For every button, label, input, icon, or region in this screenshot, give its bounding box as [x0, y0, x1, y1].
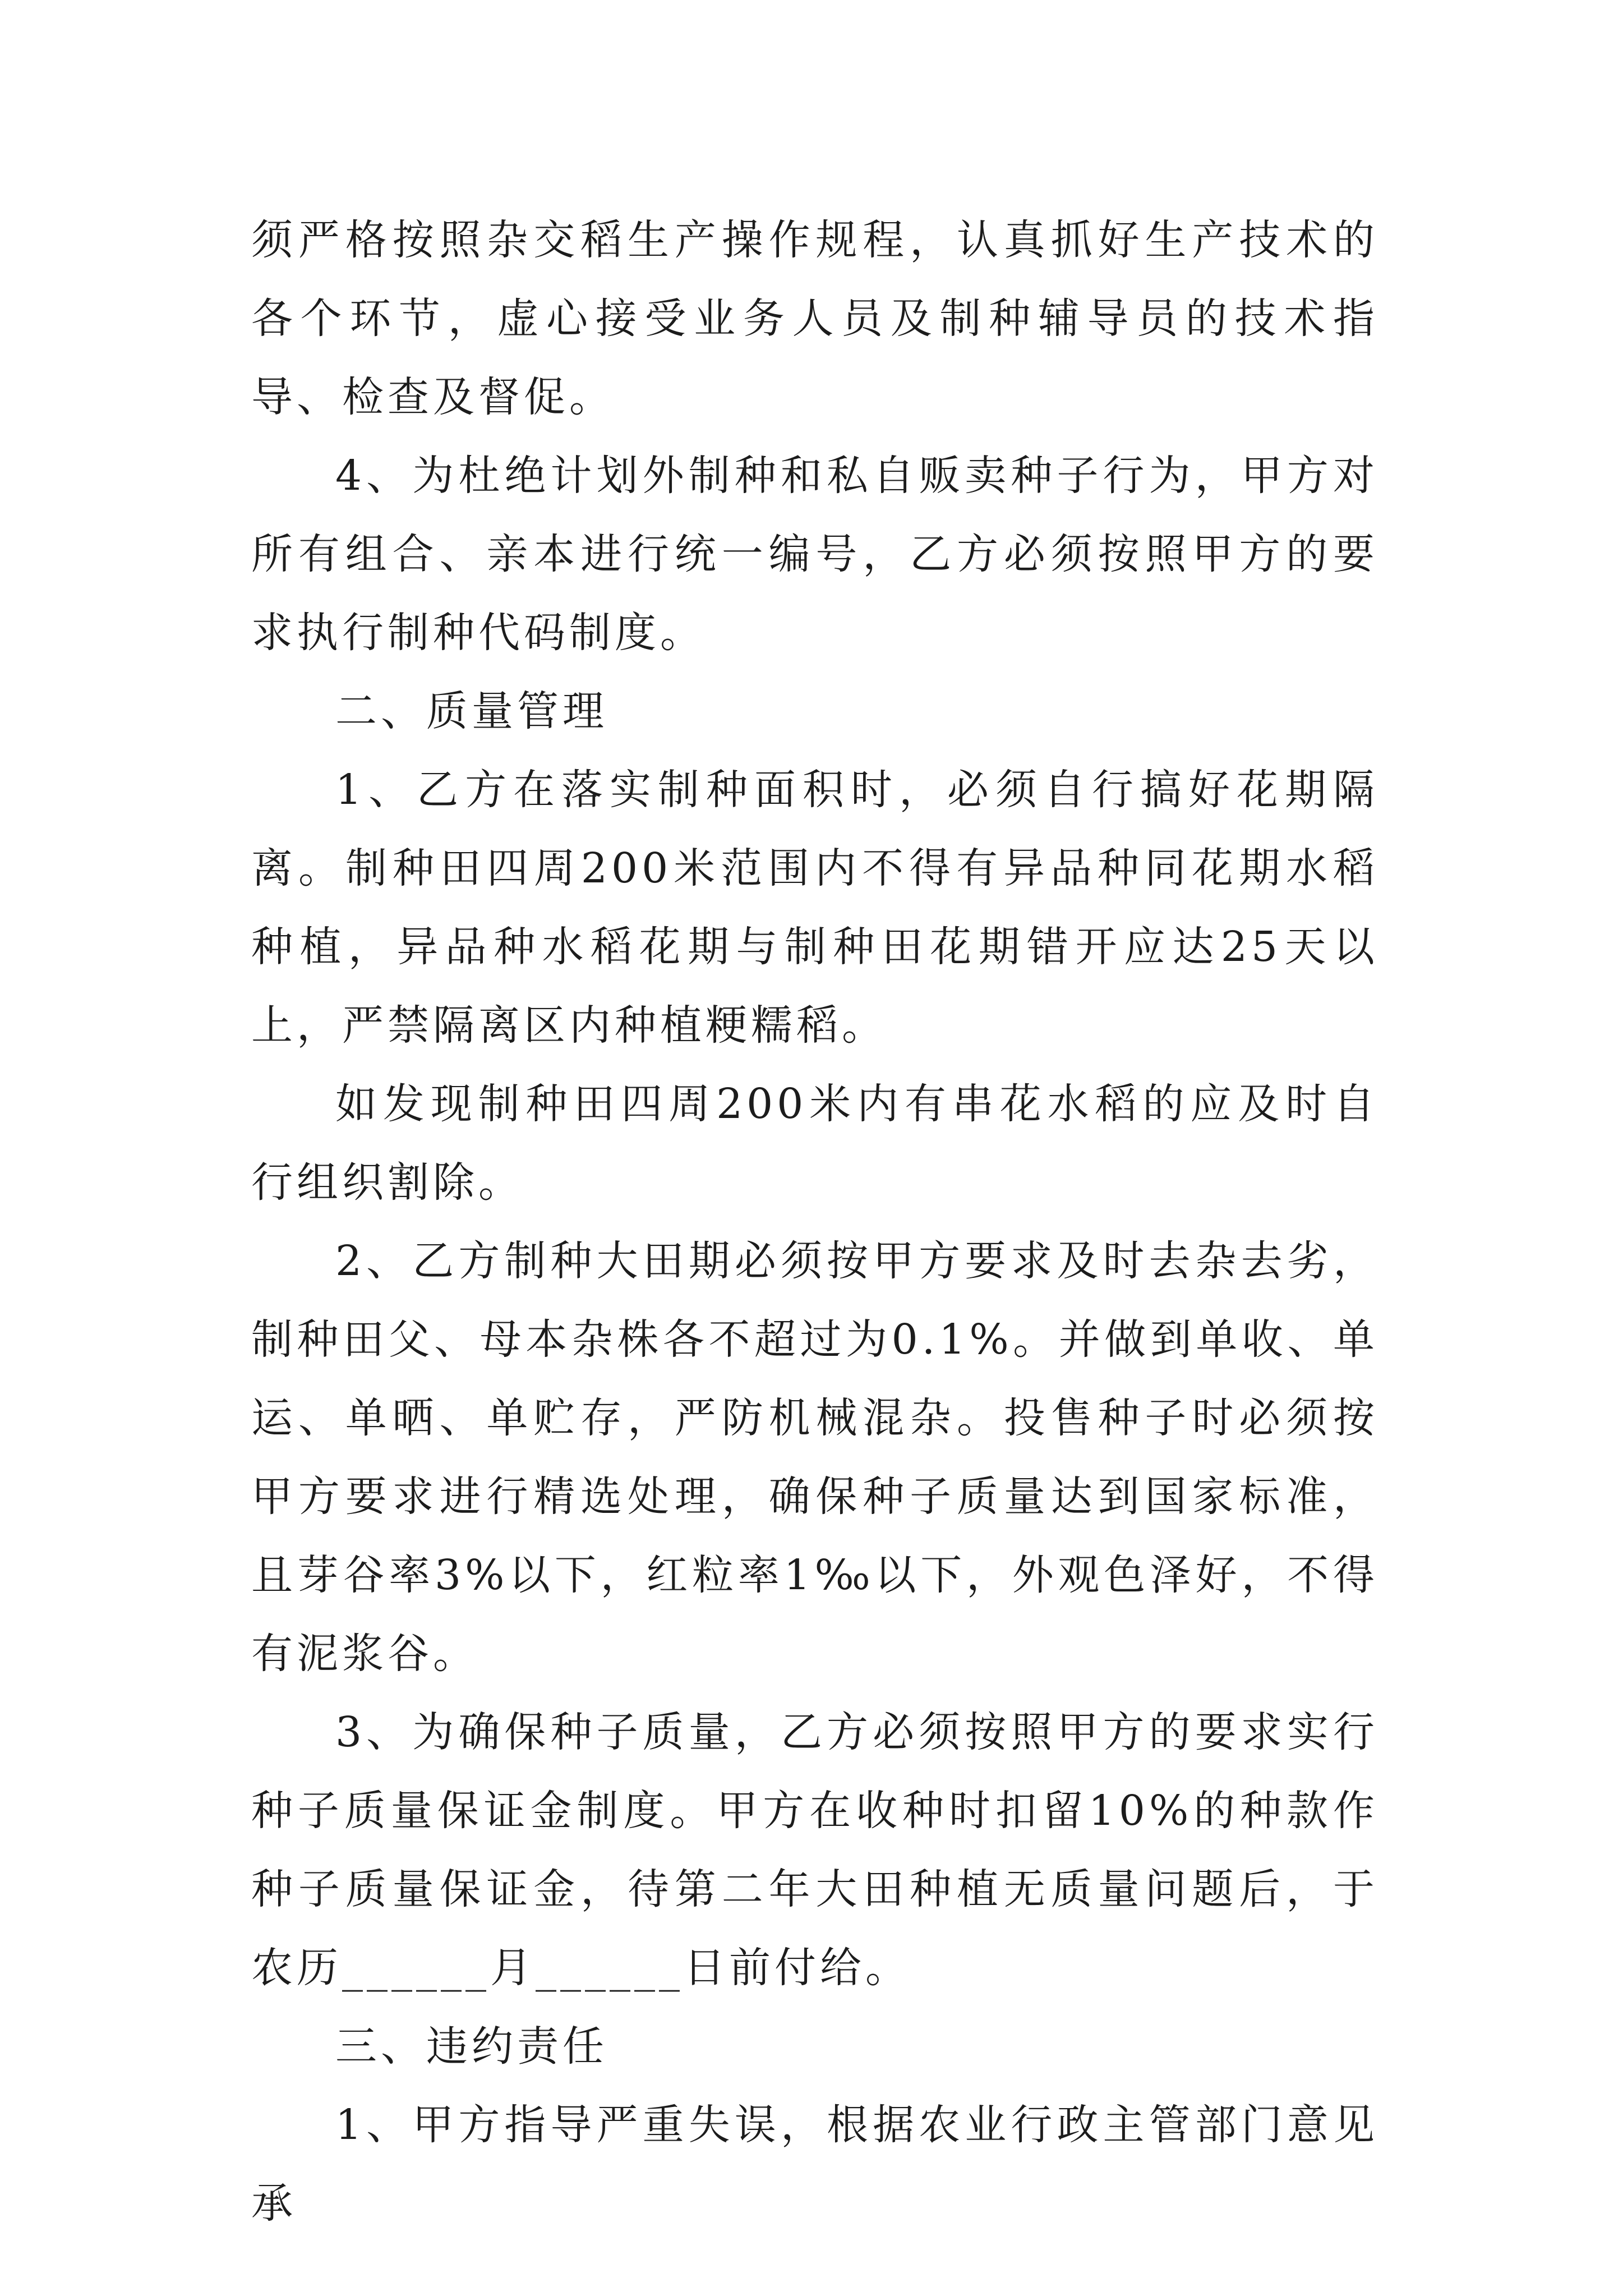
paragraph-quality-2: 2、乙方制种大田期必须按甲方要求及时去杂去劣，制种田父、母本杂株各不超过为0.1%。并做到单收、单运、单晒、单贮存，严防机械混杂。投售种子时必须按甲方要求进行精选处理，确保种子质量达到国家标准，且芽谷率3%以下，红粒率1‰以下，外观色泽好，不得有泥浆谷。 [251, 1237, 1378, 1678]
paragraph-continuation: 须严格按照杂交稻生产操作规程，认真抓好生产技术的各个环节，虚心接受业务人员及制种辅导员的技术指导、检查及督促。 [251, 216, 1378, 421]
paragraph-quality-1-note: 如发现制种田四周200米内有串花水稻的应及时自行组织割除。 [251, 1080, 1378, 1207]
paragraph-quality-3: 3、为确保种子质量，乙方必须按照甲方的要求实行种子质量保证金制度。甲方在收种时扣留10%的种款作种子质量保证金，待第二年大田种植无质量问题后，于农历______月______日前付给。 [251, 1708, 1378, 1992]
document-body [251, 201, 1378, 2243]
paragraph-liability-1: 1、甲方指导严重失误，根据农业行政主管部门意见承 [251, 2101, 1378, 2228]
section-heading-quality: 二、质量管理 [335, 687, 608, 735]
paragraph-item-4: 4、为杜绝计划外制种和私自贩卖种子行为，甲方对所有组合、亲本进行统一编号，乙方必须按照甲方的要求执行制种代码制度。 [251, 452, 1378, 657]
section-heading-liability: 三、违约责任 [335, 2022, 608, 2070]
paragraph-quality-1: 1、乙方在落实制种面积时，必须自行搞好花期隔离。制种田四周200米范围内不得有异品种同花期水稻种植，异品种水稻花期与制种田花期错开应达25天以上，严禁隔离区内种植粳糯稻。 [251, 766, 1378, 1050]
